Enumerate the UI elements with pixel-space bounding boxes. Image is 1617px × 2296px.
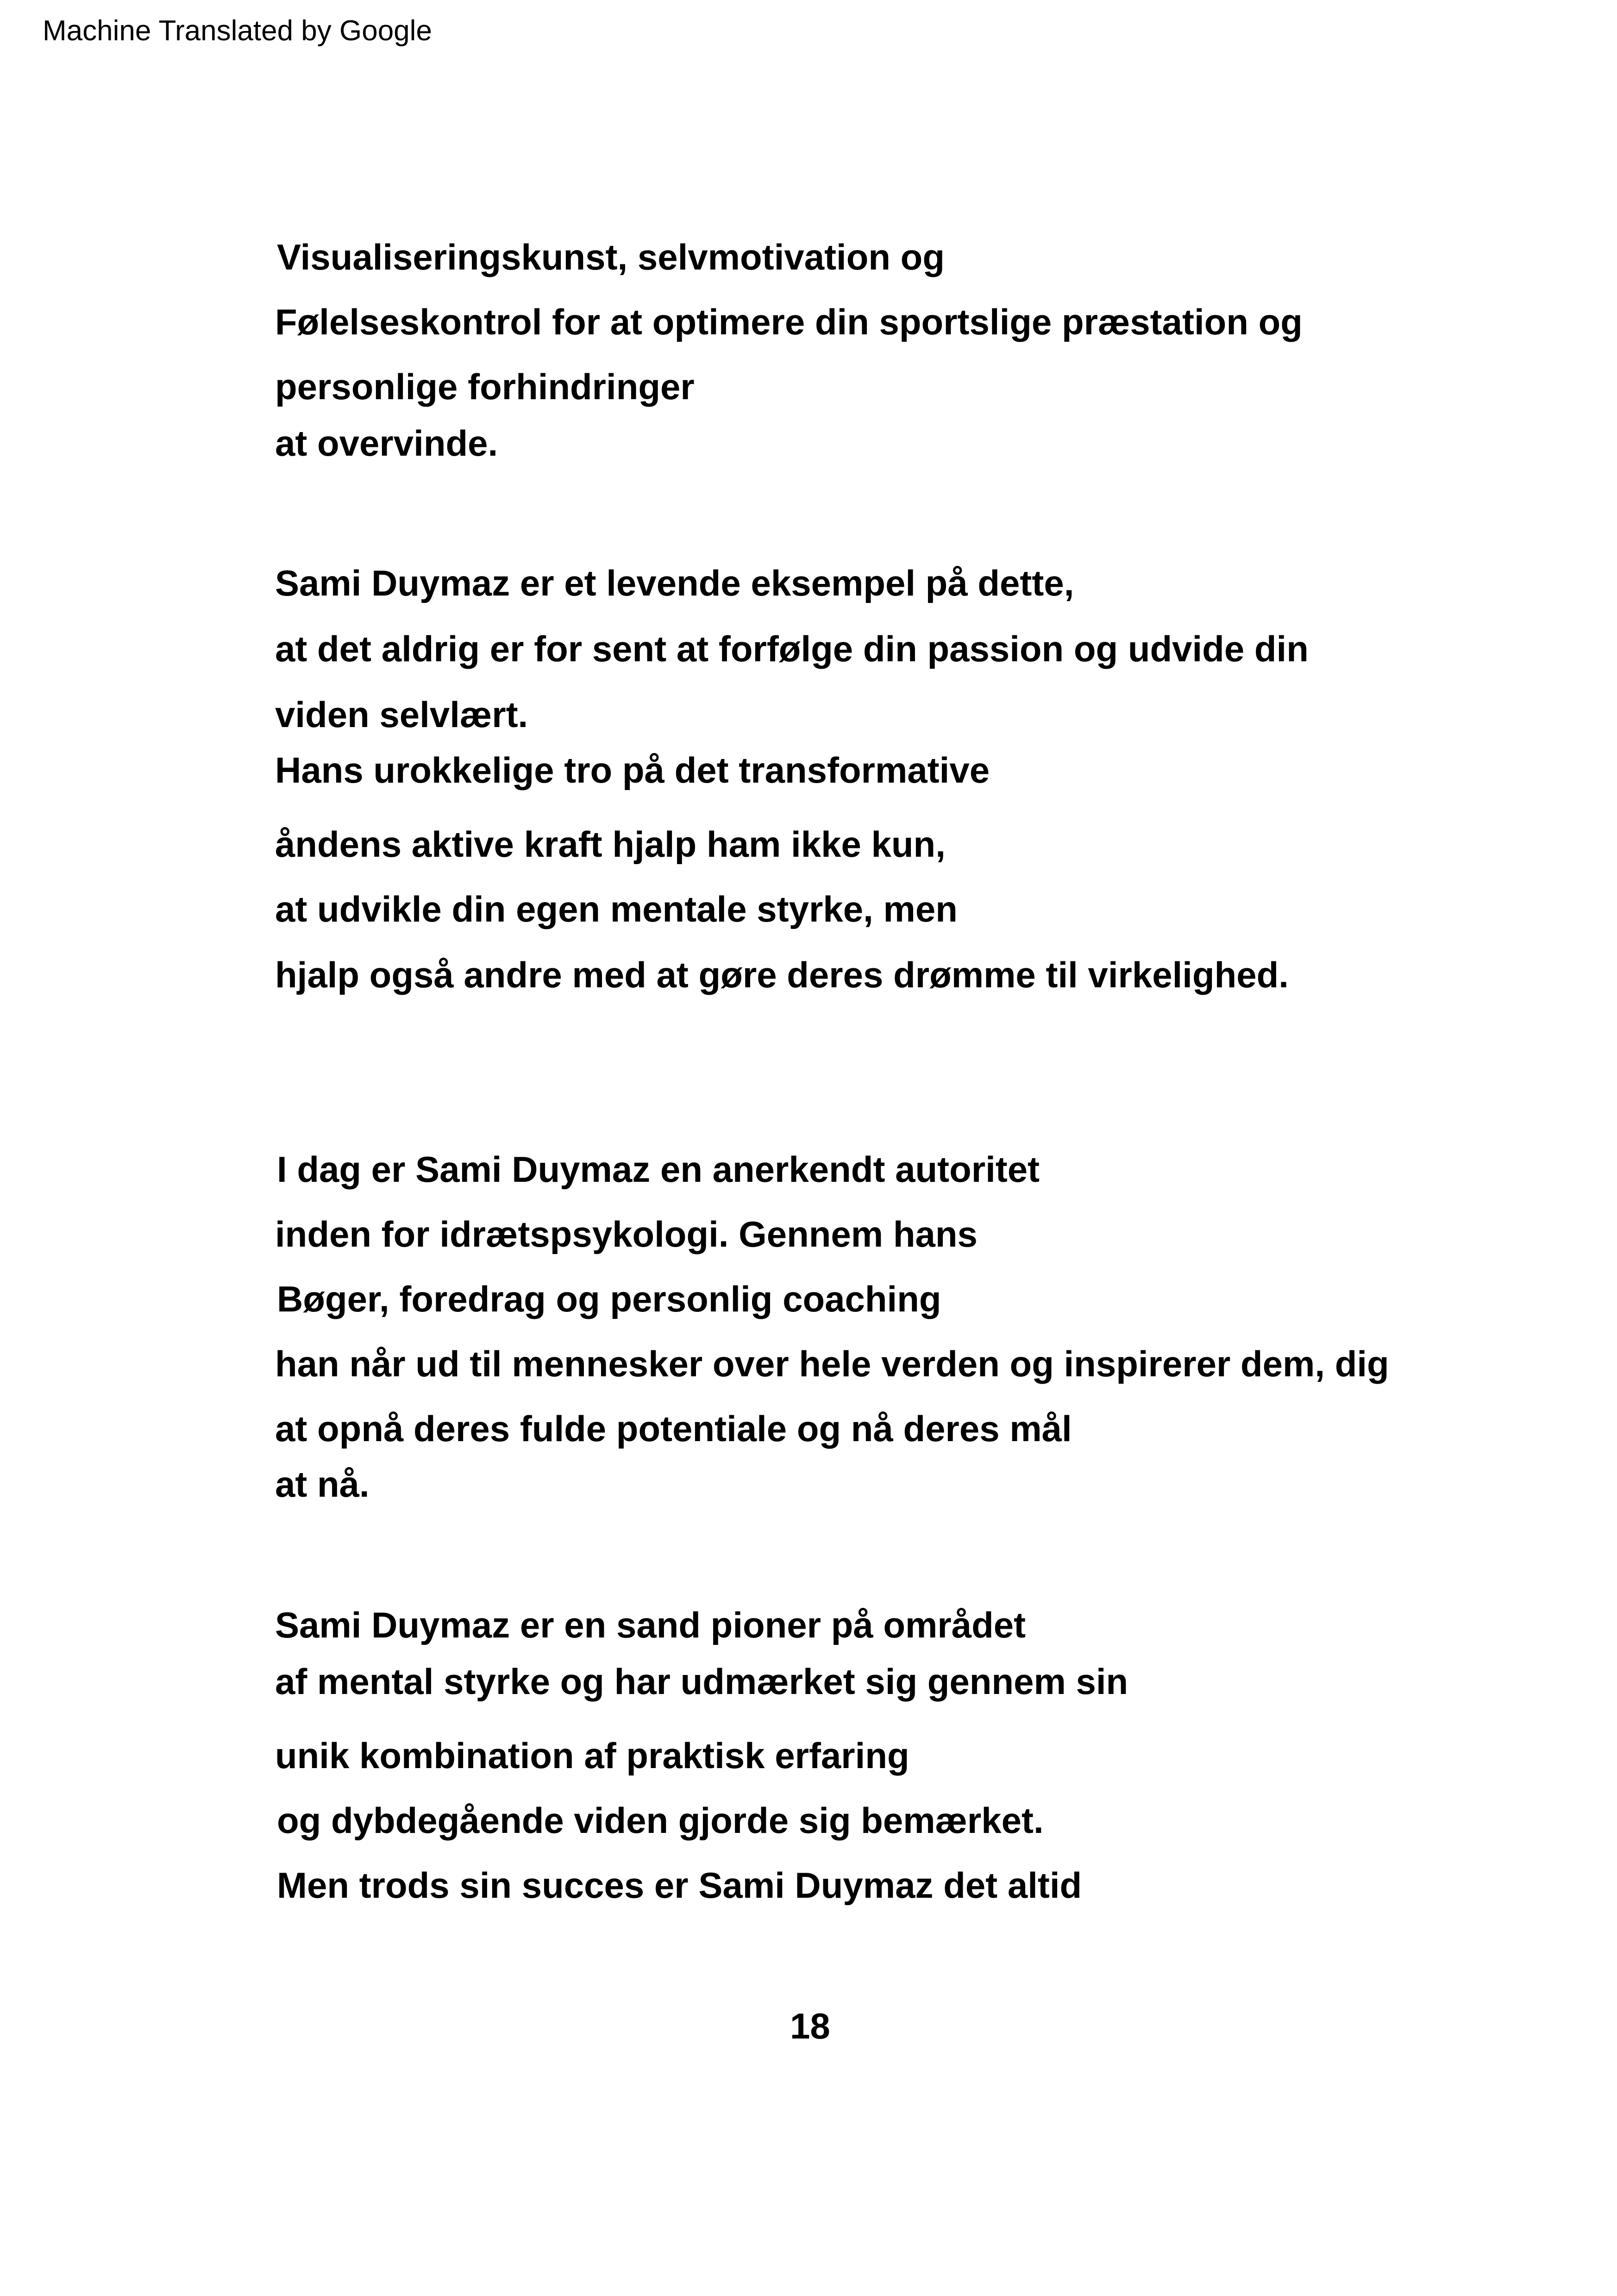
text-line: Følelseskontrol for at optimere din sportslige præstation og: [275, 301, 1303, 342]
text-line: at det aldrig er for sent at forfølge din passion og udvide din: [275, 628, 1309, 669]
text-line: inden for idrætspsykologi. Gennem hans: [275, 1214, 978, 1255]
text-line: I dag er Sami Duymaz en anerkendt autoritet: [277, 1149, 1040, 1190]
text-line: unik kombination af praktisk erfaring: [275, 1735, 909, 1776]
text-line: åndens aktive kraft hjalp ham ikke kun,: [275, 824, 946, 865]
text-line: Men trods sin succes er Sami Duymaz det altid: [277, 1865, 1082, 1906]
text-line: personlige forhindringer: [275, 366, 695, 407]
text-line: at nå.: [275, 1464, 370, 1505]
text-line: Hans urokkelige tro på det transformative: [275, 750, 990, 790]
text-line: og dybdegående viden gjorde sig bemærket.: [277, 1800, 1044, 1841]
page-number: 18: [790, 2006, 830, 2046]
text-line: af mental styrke og har udmærket sig gennem sin: [275, 1661, 1128, 1702]
text-line: Visualiseringskunst, selvmotivation og: [277, 237, 945, 277]
text-line: at udvikle din egen mentale styrke, men: [275, 889, 958, 929]
text-line: at opnå deres fulde potentiale og nå deres mål: [275, 1408, 1072, 1449]
text-line: Sami Duymaz er et levende eksempel på dette,: [275, 563, 1074, 603]
text-line: Bøger, foredrag og personlig coaching: [277, 1279, 941, 1319]
machine-translation-banner: Machine Translated by Google: [43, 15, 432, 47]
text-line: viden selvlært.: [275, 694, 528, 735]
text-line: han når ud til mennesker over hele verden og inspirerer dem, dig: [275, 1343, 1389, 1384]
text-line: hjalp også andre med at gøre deres drømme til virkelighed.: [275, 954, 1289, 995]
text-line: at overvinde.: [275, 423, 498, 464]
text-line: Sami Duymaz er en sand pioner på området: [275, 1605, 1026, 1645]
